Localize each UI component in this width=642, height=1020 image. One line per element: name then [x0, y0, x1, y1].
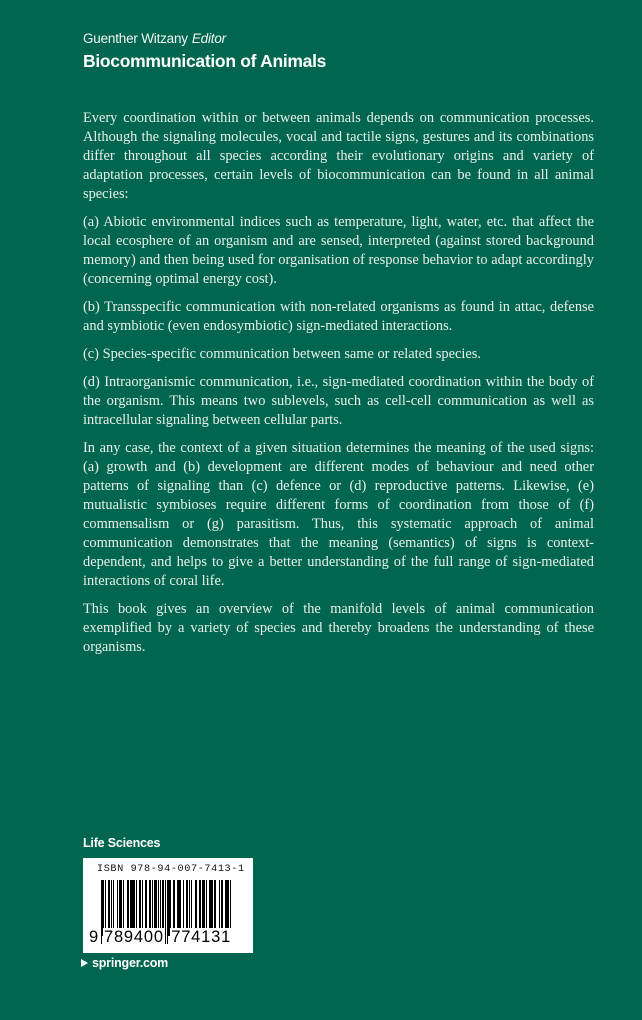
blurb-paragraph: (d) Intraorganismic communication, i.e., sign-mediated coordination within the body of the organism. This means two sublevels, such as cell-cell communication as well as intracellular signaling between cellular parts.: [83, 374, 594, 428]
blurb-paragraph: This book gives an overview of the manifold levels of animal communication exemplified by a variety of species and thereby broadens the understanding of these organisms.: [83, 601, 594, 655]
isbn-number: ISBN 978-94-007-7413-1: [97, 864, 245, 875]
series-label: Life Sciences: [83, 836, 161, 850]
publisher-website[interactable]: [81, 956, 168, 970]
blurb-paragraph: Every coordination within or between animals depends on communication processes. Although the signaling molecules, vocal and tactile signs, gestures and its combinations differ throughout all species according their evolutionary origins and variety of adaptation processes, certain levels of biocommunication can be found in all animal species:: [83, 110, 594, 202]
triangle-arrow-icon: [81, 959, 88, 967]
author-name: Guenther Witzany: [83, 31, 188, 46]
book-title: Biocommunication of Animals: [83, 51, 327, 71]
barcode-left-group: 789400: [103, 928, 164, 946]
author-role: Editor: [191, 31, 226, 46]
barcode-digits: [89, 928, 232, 947]
blurb-paragraph: (b) Transspecific communication with non-related organisms as found in attac, defense and symbiotic (even endosymbiotic) sign-mediated interactions.: [83, 299, 594, 334]
barcode-right-group: 774131: [171, 928, 232, 946]
cover-header: [83, 31, 326, 72]
back-cover-blurb: [83, 109, 594, 666]
blurb-paragraph: In any case, the context of a given situation determines the meaning of the used signs: (a) growth and (b) development are different modes of behaviour and need other patterns of signaling than (c) defence or (d) reproductive patterns. Likewise, (e) mutualistic symbioses require different forms of coordination from those of (f) commensalism or (g) parasitism. Thus, this systematic approach of animal communication demonstrates that the meaning (semantics) of signs is context-dependent, and helps to give a better understanding of the full range of sign-mediated interactions of coral life.: [83, 440, 594, 589]
blurb-paragraph: (c) Species-specific communication between same or related species.: [83, 346, 481, 362]
isbn-barcode: [83, 858, 253, 953]
author-line: [83, 31, 326, 47]
blurb-paragraph: (a) Abiotic environmental indices such as temperature, light, water, etc. that affect the local ecosphere of an organism and are sensed, interpreted (against stored background memory) and then being used for organisation of response behavior to adapt accordingly (concerning optimal energy cost).: [83, 214, 594, 287]
website-label: springer.com: [92, 956, 169, 970]
barcode-first-digit: 9: [89, 928, 99, 946]
